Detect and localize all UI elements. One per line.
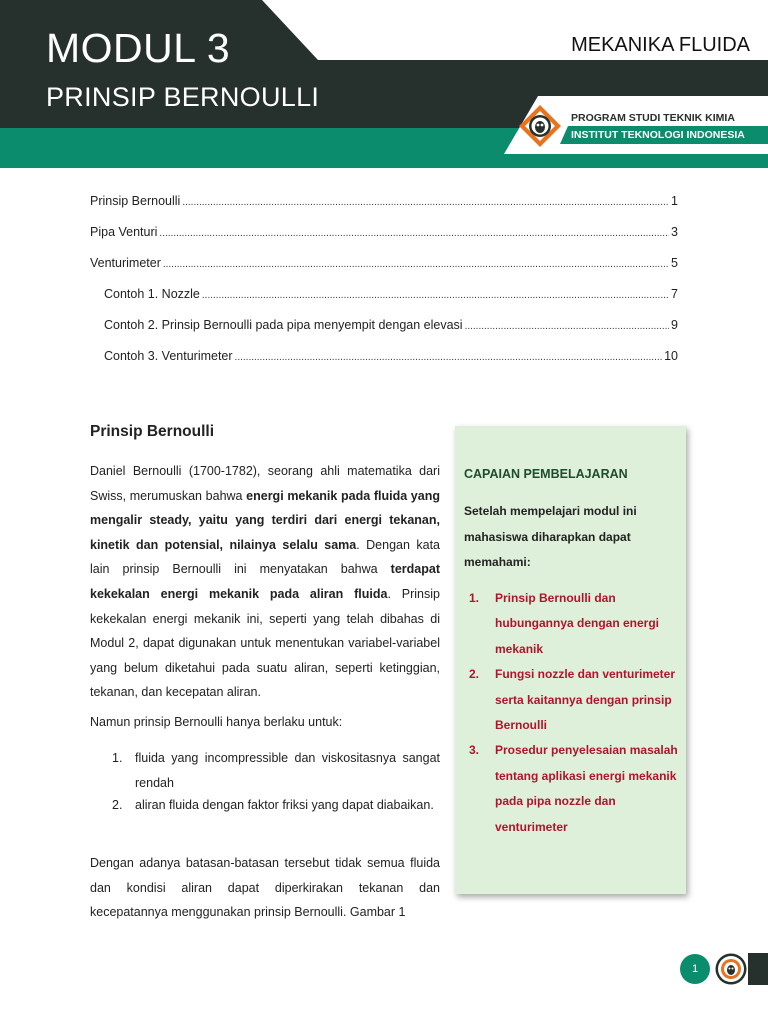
toc-leader xyxy=(159,228,669,239)
list-item xyxy=(469,586,681,662)
footer-logo-icon xyxy=(715,953,747,985)
toc-entry-label: Venturimeter xyxy=(90,256,161,270)
list-number: 2. xyxy=(469,667,480,682)
toc-subentry[interactable] xyxy=(90,349,678,380)
toc-entry-label: Contoh 3. Venturimeter xyxy=(104,349,233,363)
list-item xyxy=(112,746,440,795)
paragraph-intro xyxy=(90,459,440,705)
list-item xyxy=(469,738,681,840)
paragraph-conditions xyxy=(90,710,440,735)
text-bold: energi mekanik pada fluida yang mengalir steady, yaitu yang terdiri dari energi tekanan, kinetik dan potensial, nilainya selalu sama xyxy=(90,488,440,552)
list-item xyxy=(112,793,440,818)
learning-outcomes-intro: Setelah mempelajari modul ini mahasiswa diharapkan dapat memahami: xyxy=(464,504,637,569)
list-number: 1. xyxy=(469,591,480,605)
toc-leader xyxy=(465,321,669,332)
toc-entry[interactable] xyxy=(90,256,678,287)
module-title: MODUL 3 xyxy=(46,25,231,71)
toc-entry-page: 5 xyxy=(671,256,678,270)
section-title: Prinsip Bernoulli xyxy=(90,423,215,440)
list-text: Fungsi nozzle dan venturimeter serta kaitannya dengan prinsip Bernoulli xyxy=(495,667,676,733)
toc-subentry[interactable] xyxy=(90,287,678,318)
list-number: 3. xyxy=(469,743,480,758)
institution-logo-icon xyxy=(518,104,562,148)
learning-outcomes-list xyxy=(469,586,681,840)
toc-leader xyxy=(202,290,669,301)
toc-entry-label: Contoh 1. Nozzle xyxy=(104,287,200,301)
toc-entry[interactable] xyxy=(90,225,678,256)
list-number: 1. xyxy=(112,751,123,765)
toc-entry-page: 9 xyxy=(671,318,678,332)
toc-entry-page: 3 xyxy=(671,225,678,239)
text-bold: terdapat kekekalan energi mekanik pada aliran fluida xyxy=(90,562,440,601)
toc-entry-page: 7 xyxy=(671,287,678,301)
institute-name: INSTITUT TEKNOLOGI INDONESIA xyxy=(571,129,745,141)
toc-entry[interactable] xyxy=(90,194,678,225)
paragraph-limitations xyxy=(90,851,440,925)
list-number: 2. xyxy=(112,798,123,813)
text-run: . Prinsip kekekalan energi mekanik ini, seperti yang telah dibahas di Modul 2, dapat digunakan untuk menentukan variabel-variabel yang belum diketahui pada suatu aliran, seperti ketinggian, tekanan, dan kecepatan aliran. xyxy=(90,586,440,700)
course-name: MEKANIKA FLUIDA xyxy=(571,34,750,56)
toc-leader xyxy=(235,352,663,363)
paragraph-text: Dengan adanya batasan-batasan tersebut tidak semua fluida dan kondisi aliran dapat diperkirakan tekanan dan kecepatannya menggunakan prinsip Bernoulli. Gambar 1 xyxy=(90,856,440,920)
toc-entry-page: 1 xyxy=(671,194,678,208)
list-text: Prosedur penyelesaian masalah tentang aplikasi energi mekanik pada pipa nozzle dan venturimeter xyxy=(495,743,678,834)
toc-subentry[interactable] xyxy=(90,318,678,349)
text-run: Daniel Bernoulli (1700-1782), seorang ahli matematika dari Swiss, merumuskan bahwa xyxy=(90,464,440,503)
list-text: Prinsip Bernoulli dan hubungannya dengan energi mekanik xyxy=(495,591,660,656)
toc-entry-label: Pipa Venturi xyxy=(90,225,158,239)
learning-outcomes-box xyxy=(455,426,686,894)
table-of-contents xyxy=(90,194,678,380)
toc-entry-label: Prinsip Bernoulli xyxy=(90,194,181,208)
paragraph-text: Namun prinsip Bernoulli hanya berlaku untuk: xyxy=(90,715,343,729)
list-item xyxy=(469,662,681,738)
learning-outcomes-title: CAPAIAN PEMBELAJARAN xyxy=(464,467,628,481)
module-subtitle: PRINSIP BERNOULLI xyxy=(46,82,320,112)
list-text: aliran fluida dengan faktor friksi yang dapat diabaikan. xyxy=(135,798,434,813)
program-name: PROGRAM STUDI TEKNIK KIMIA xyxy=(571,112,735,124)
text-run: . Dengan kata lain prinsip Bernoulli ini menyatakan bahwa xyxy=(90,537,440,577)
list-text: fluida yang incompressible dan viskositasnya sangat rendah xyxy=(135,751,440,790)
toc-entry-label: Contoh 2. Prinsip Bernoulli pada pipa menyempit dengan elevasi xyxy=(104,318,463,332)
toc-entry-page: 10 xyxy=(664,349,678,363)
conditions-list xyxy=(112,746,440,818)
page-number: 1 xyxy=(680,954,710,984)
footer-strip xyxy=(748,953,768,985)
toc-leader xyxy=(163,259,669,270)
toc-leader xyxy=(182,197,669,208)
